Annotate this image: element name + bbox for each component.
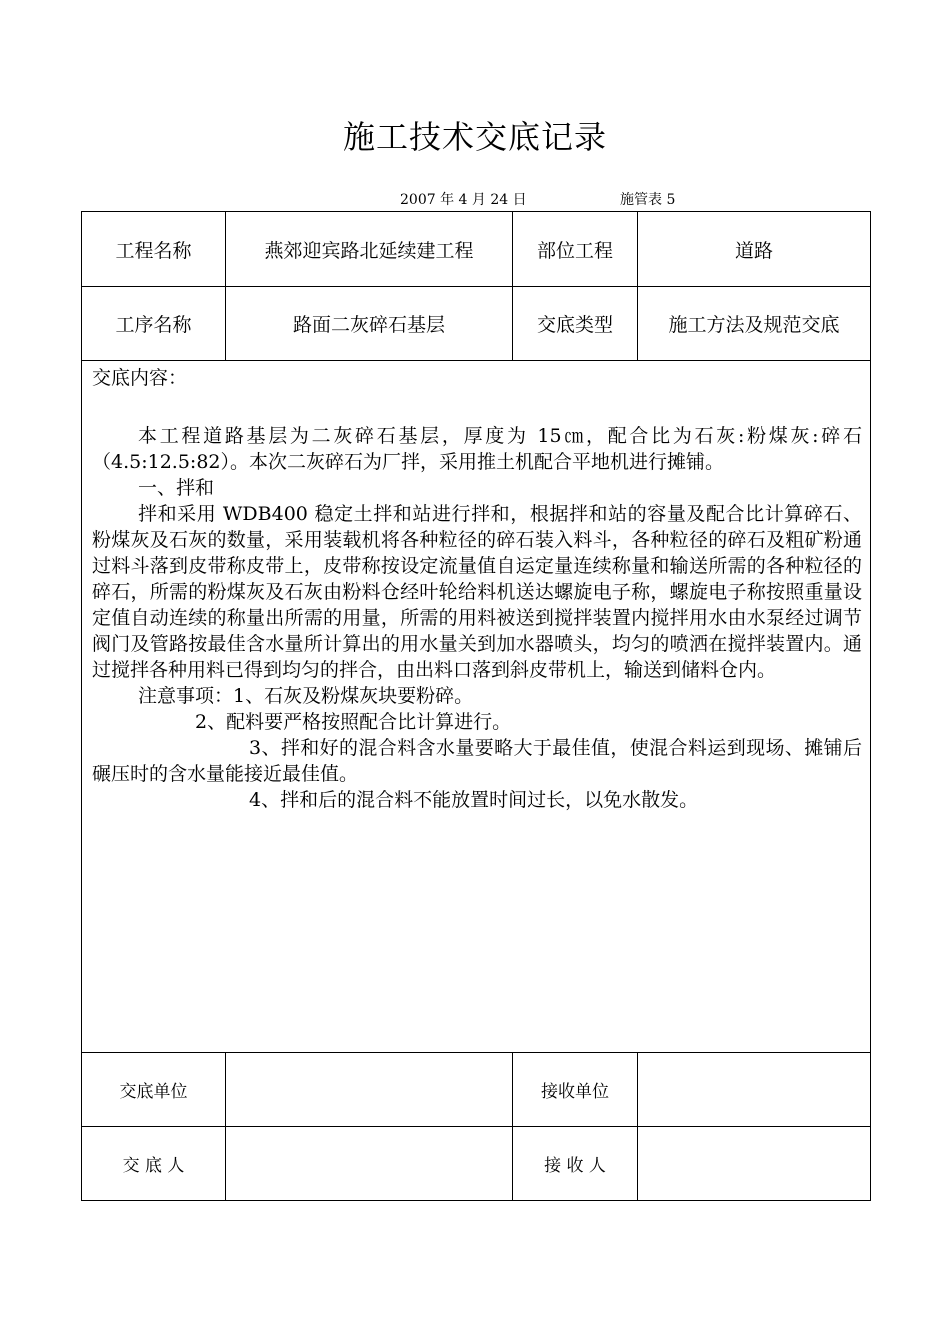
part-label: 部位工程 bbox=[536, 239, 613, 262]
note-3: 3、拌和好的混合料含水量要略大于最佳值，使混合料运到现场、摊铺后碾压时的含水量能接近最佳值。 bbox=[92, 737, 862, 785]
intro-paragraph: 本工程道路基层为二灰碎石基层，厚度为 15㎝，配合比为石灰:粉煤灰:碎石（4.5:12.5:82）。本次二灰碎石为厂拌，采用推土机配合平地机进行摊铺。 bbox=[92, 425, 862, 473]
process-name-label: 工序名称 bbox=[115, 314, 192, 336]
disclosure-type-label: 交底类型 bbox=[536, 314, 613, 336]
part-value: 道路 bbox=[734, 239, 773, 262]
disclosing-unit-label: 交底单位 bbox=[119, 1082, 188, 1102]
discloser-label: 交 底 人 bbox=[122, 1156, 185, 1176]
project-name-label: 工程名称 bbox=[115, 239, 192, 262]
note-4: 4、拌和后的混合料不能放置时间过长，以免水散发。 bbox=[249, 789, 699, 811]
content-body bbox=[92, 423, 862, 813]
note-1: 注意事项：1、石灰及粉煤灰块要粉碎。 bbox=[138, 685, 474, 707]
record-date: 2007 年 4 月 24 日 bbox=[400, 192, 527, 208]
receiving-unit-label: 接收单位 bbox=[541, 1082, 609, 1102]
project-name-value: 燕郊迎宾路北延续建工程 bbox=[264, 239, 474, 262]
mixing-paragraph: 拌和采用 WDB400 稳定土拌和站进行拌和，根据拌和站的容量及配合比计算碎石、粉煤灰及石灰的数量，采用装载机将各种粒径的碎石装入料斗，各种粒径的碎石及粗矿粉通过料斗落到皮带称皮带上，皮带称按设定流量值自运定量连续称量和输送所需的各种粒径的碎石，所需的粉煤灰及石灰由粉料仓经叶轮给料机送达螺旋电子称，螺旋电子称按照重量设定值自动连续的称量出所需的用量，所需的用料被送到搅拌装置内搅拌用水由水泵经过调节阀门及管路按最佳含水量所计算出的用水量关到加水器喷头，均匀的喷洒在搅拌装置内。通过搅拌各种用料已得到均匀的拌合，由出料口落到斜皮带机上，输送到储料仓内。 bbox=[92, 503, 862, 681]
content-label: 交底内容： bbox=[92, 367, 188, 389]
page-title: 施工技术交底记录 bbox=[342, 118, 607, 156]
receiver-value[interactable] bbox=[638, 1127, 870, 1200]
discloser-value[interactable] bbox=[226, 1127, 512, 1200]
section-heading: 一、拌和 bbox=[138, 477, 215, 499]
disclosing-unit-value[interactable] bbox=[226, 1053, 512, 1126]
disclosure-type-value: 施工方法及规范交底 bbox=[668, 314, 840, 336]
form-number: 施管表 5 bbox=[620, 192, 676, 208]
receiving-unit-value[interactable] bbox=[638, 1053, 870, 1126]
receiver-label: 接 收 人 bbox=[544, 1156, 606, 1176]
note-2: 2、配料要严格按照配合比计算进行。 bbox=[195, 711, 512, 733]
process-name-value: 路面二灰碎石基层 bbox=[292, 314, 445, 336]
